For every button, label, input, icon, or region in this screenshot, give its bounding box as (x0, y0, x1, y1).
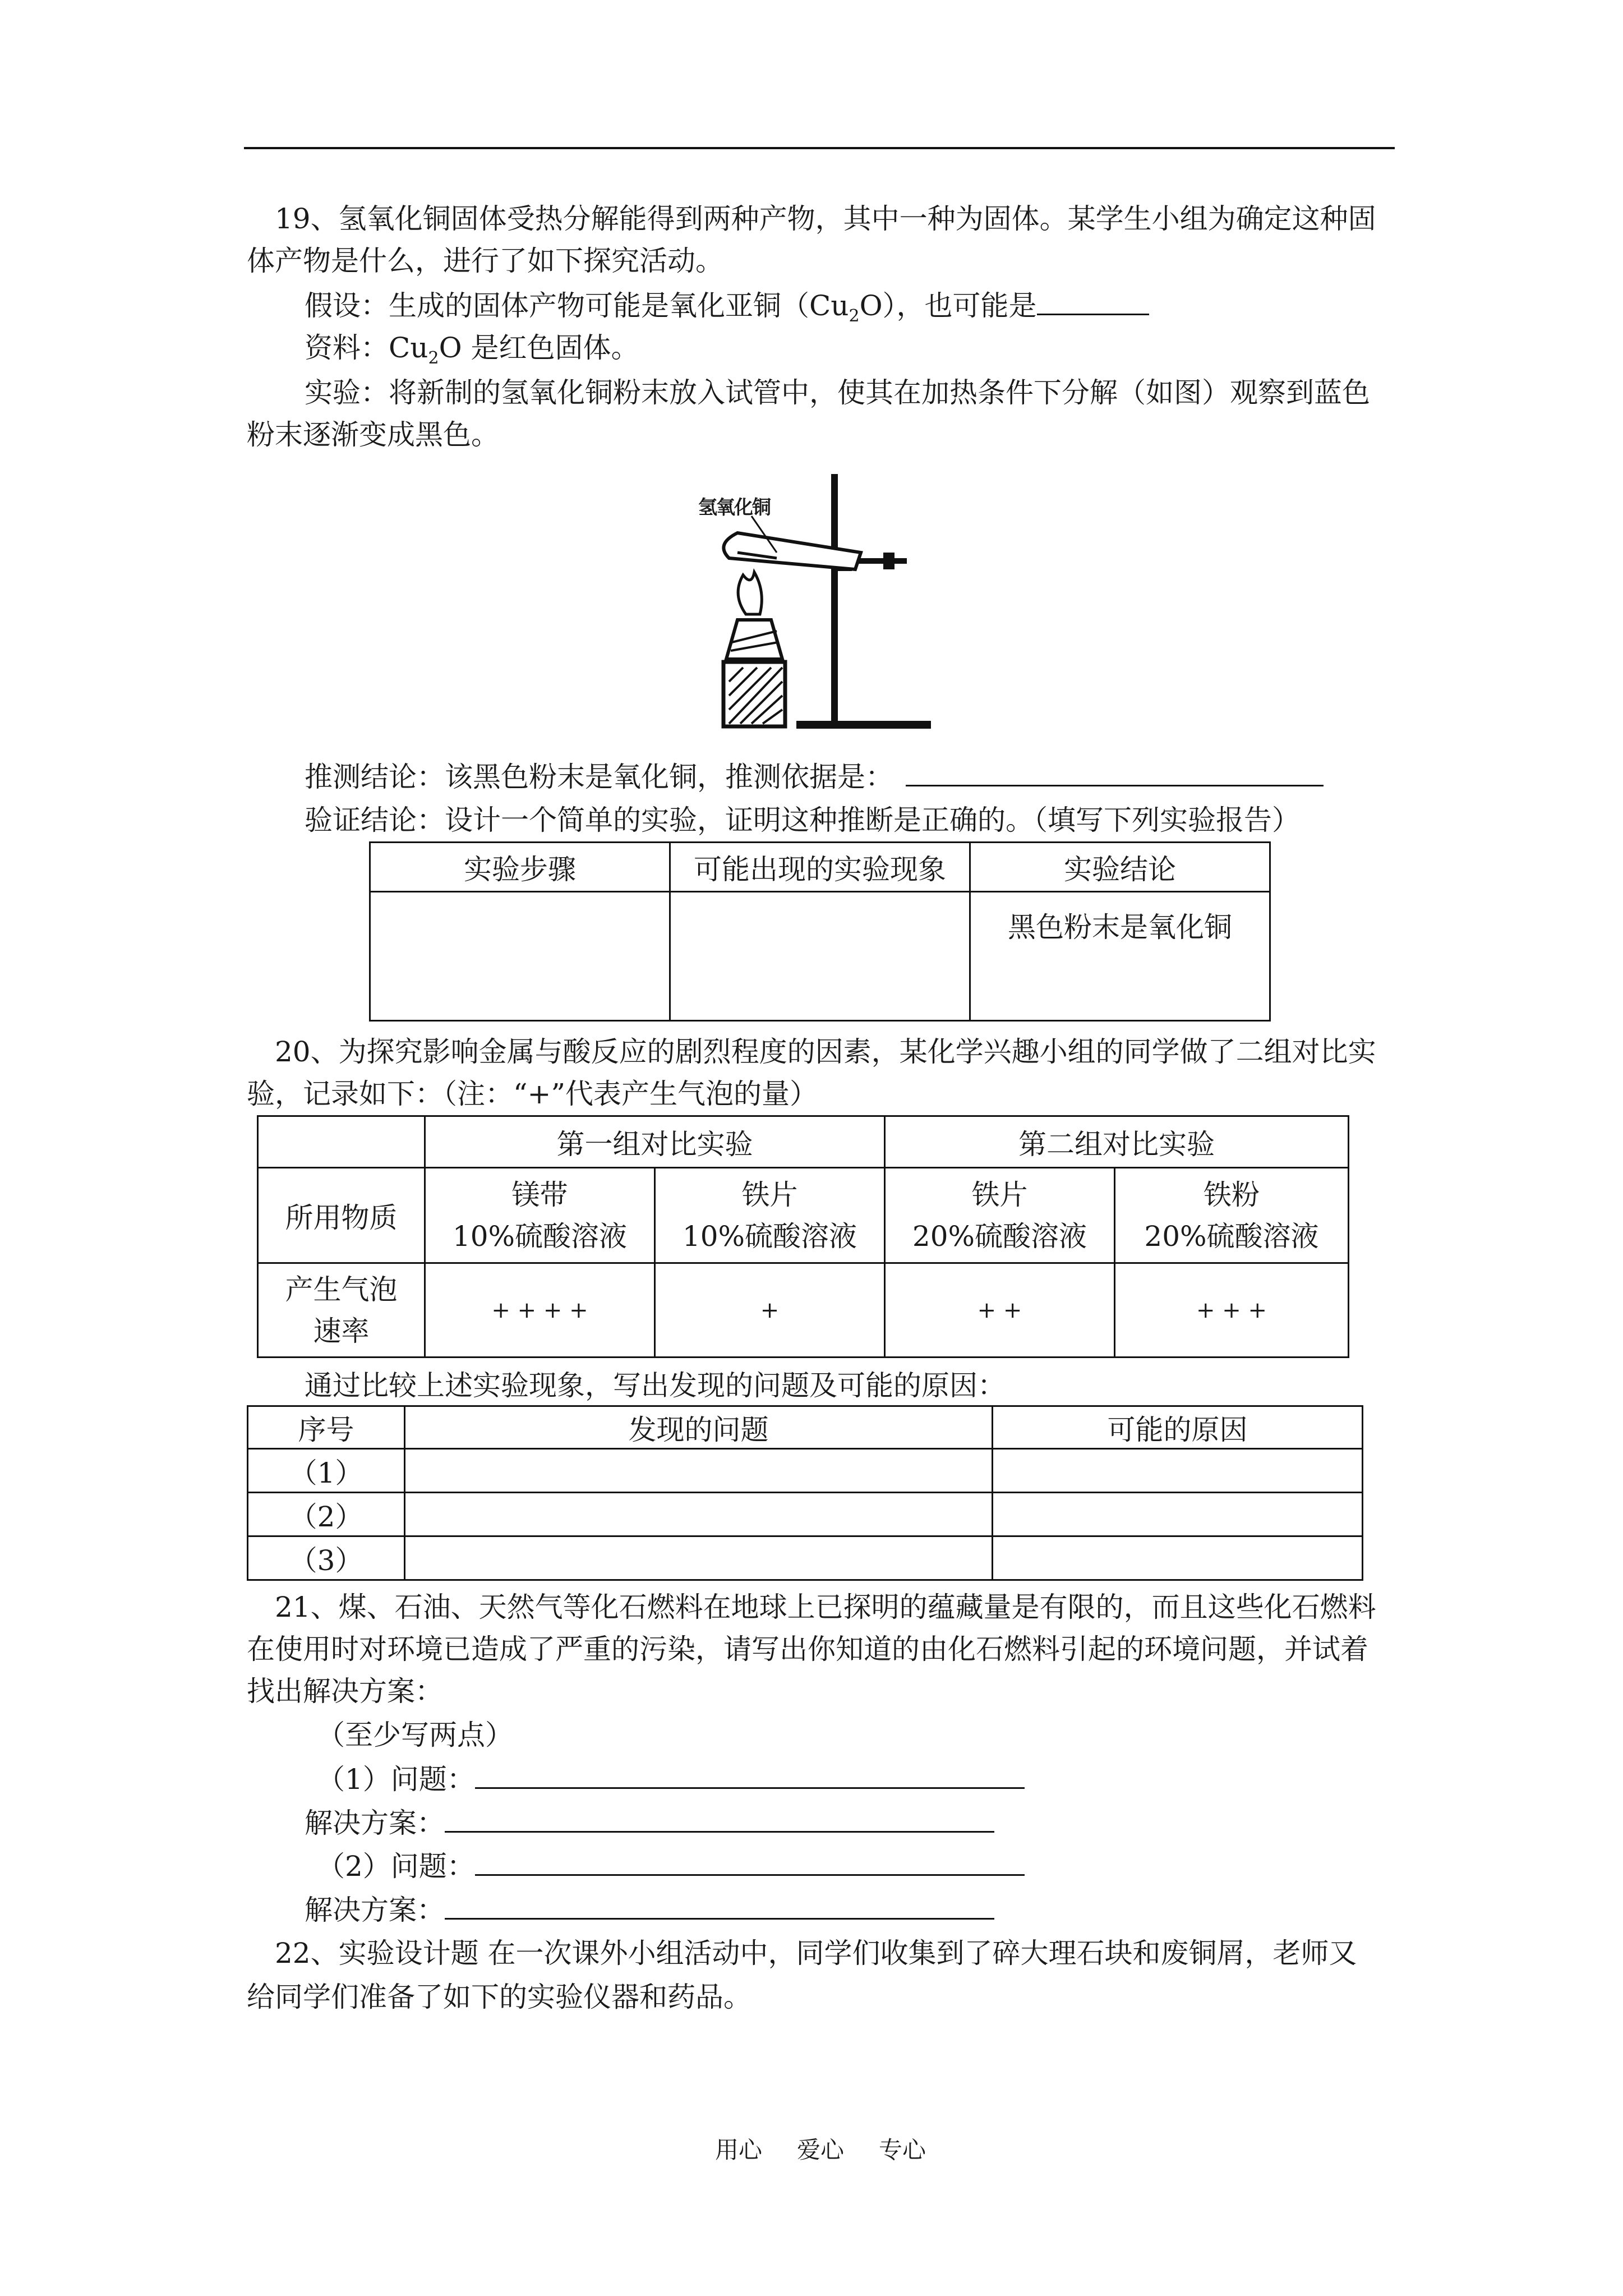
q21-solution-1 (305, 1806, 994, 1840)
q19-hypothesis-answer-blank[interactable] (1037, 289, 1149, 315)
experiment-report-table (369, 841, 1271, 1022)
q21-solution-2 (305, 1893, 994, 1927)
q19-hypothesis (305, 289, 1149, 326)
q21-solution-1-blank[interactable] (445, 1806, 994, 1833)
material-metal: 铁片 (971, 1178, 1028, 1211)
findings-reason-cell[interactable] (993, 1493, 1363, 1536)
q21-problem-1-blank[interactable] (475, 1763, 1025, 1789)
q21-solution-1-label: 解决方案： (305, 1807, 445, 1839)
group-1-header: 第一组对比实验 (425, 1116, 885, 1168)
material-acid: 10%硫酸溶液 (682, 1220, 857, 1253)
figure-label-copper-hydroxide: 氢氧化铜 (698, 496, 770, 519)
report-header-row (370, 843, 1270, 892)
q19-hypothesis-text-b: O），也可能是 (859, 289, 1037, 322)
footer-word: 用心 (715, 2136, 763, 2164)
findings-table (247, 1405, 1363, 1581)
q19-info-subscript: 2 (428, 348, 439, 368)
group-2-header: 第二组对比实验 (885, 1116, 1349, 1168)
footer-word: 爱心 (797, 2136, 845, 2164)
findings-problem-cell[interactable] (405, 1449, 993, 1493)
findings-problem-cell[interactable] (405, 1493, 993, 1536)
q19-intro-line-2: 体产物是什么，进行了如下探究活动。 (247, 245, 723, 277)
material-acid: 10%硫酸溶液 (452, 1220, 628, 1253)
group-header-row (258, 1116, 1349, 1168)
q21-problem-2-label: （2）问题： (317, 1850, 475, 1883)
material-cell (885, 1168, 1115, 1263)
q19-verify-text: 验证结论：设计一个简单的实验，证明这种推断是正确的。（填写下列实验报告） (305, 804, 1300, 836)
q21-solution-2-label: 解决方案： (305, 1894, 445, 1926)
findings-row-index: （1） (248, 1449, 405, 1493)
page-footer (715, 2132, 961, 2165)
bubble-rate-cell: + + (885, 1263, 1115, 1358)
q21-intro-line-2: 在使用时对环境已造成了严重的污染，请写出你知道的由化石燃料引起的环境问题，并试着 (247, 1633, 1368, 1665)
q19-hypothesis-subscript: 2 (849, 306, 860, 326)
report-header-phenomena: 可能出现的实验现象 (670, 843, 970, 892)
q21-solution-2-blank[interactable] (445, 1893, 994, 1920)
header-rule (244, 147, 1395, 149)
material-acid: 20%硫酸溶液 (1144, 1220, 1319, 1253)
q19-experiment-line-1: 实验：将新制的氢氧化铜粉末放入试管中，使其在加热条件下分解（如图）观察到蓝色 (305, 376, 1370, 409)
q21-problem-2 (317, 1849, 1025, 1883)
findings-row (248, 1493, 1363, 1536)
report-steps-cell[interactable] (370, 892, 670, 1021)
report-header-conclusion: 实验结论 (970, 843, 1270, 892)
findings-header-index: 序号 (248, 1406, 405, 1449)
findings-header-problem: 发现的问题 (405, 1406, 993, 1449)
q19-inference-answer-blank[interactable] (906, 760, 1324, 786)
report-answer-row (370, 892, 1270, 1021)
q22-intro-line-2: 给同学们准备了如下的实验仪器和药品。 (247, 1981, 751, 2013)
material-metal: 铁粉 (1204, 1178, 1260, 1211)
q21-problem-1 (317, 1763, 1025, 1796)
q19-intro-line-1: 19、氢氧化铜固体受热分解能得到两种产物，其中一种为固体。某学生小组为确定这种固 (275, 203, 1376, 235)
bubble-rate-row (258, 1263, 1349, 1358)
material-metal: 铁片 (741, 1178, 798, 1211)
q19-info-text-a: 资料：Cu (305, 332, 428, 364)
comparison-experiment-table (257, 1115, 1349, 1358)
q21-note: （至少写两点） (317, 1719, 513, 1751)
q19-experiment-line-2: 粉末逐渐变成黑色。 (247, 418, 499, 451)
bubble-rate-row-label (258, 1263, 425, 1358)
q19-hypothesis-text-a: 假设：生成的固体产物可能是氧化亚铜（Cu (305, 289, 849, 322)
findings-row (248, 1449, 1363, 1493)
material-cell (655, 1168, 885, 1263)
q20-compare-text: 通过比较上述实验现象，写出发现的问题及可能的原因： (305, 1369, 1006, 1402)
bubble-rate-cell: + + + + (425, 1263, 655, 1358)
q21-intro-line-1: 21、煤、石油、天然气等化石燃料在地球上已探明的蕴藏量是有限的，而且这些化石燃料 (275, 1591, 1376, 1623)
report-phenomena-cell[interactable] (670, 892, 970, 1021)
q19-info (305, 331, 639, 368)
q19-inference-text: 推测结论：该黑色粉末是氧化铜，推测依据是： (305, 761, 893, 793)
findings-problem-cell[interactable] (405, 1536, 993, 1580)
findings-header-reason: 可能的原因 (993, 1406, 1363, 1449)
findings-reason-cell[interactable] (993, 1536, 1363, 1580)
footer-word: 专心 (879, 2136, 926, 2164)
q22-intro-line-1: 22、实验设计题 在一次课外小组活动中，同学们收集到了碎大理石块和废铜屑，老师又 (275, 1937, 1357, 1970)
material-cell (425, 1168, 655, 1263)
findings-row (248, 1536, 1363, 1580)
corner-cell (258, 1116, 425, 1168)
materials-row-label: 所用物质 (258, 1168, 425, 1263)
materials-row (258, 1168, 1349, 1263)
q21-intro-line-3: 找出解决方案： (247, 1675, 443, 1708)
q21-problem-1-label: （1）问题： (317, 1763, 475, 1796)
report-header-steps: 实验步骤 (370, 843, 670, 892)
findings-row-index: （2） (248, 1493, 405, 1536)
bubble-rate-label-line-2: 速率 (313, 1314, 370, 1347)
q19-info-text-b: O 是红色固体。 (439, 332, 639, 364)
findings-row-index: （3） (248, 1536, 405, 1580)
q20-intro-line-2: 验，记录如下：（注：“+”代表产生气泡的量） (247, 1078, 818, 1110)
bubble-rate-cell: + + + (1115, 1263, 1349, 1358)
material-cell (1115, 1168, 1349, 1263)
q20-intro-line-1: 20、为探究影响金属与酸反应的剧烈程度的因素，某化学兴趣小组的同学做了二组对比实 (275, 1036, 1376, 1068)
q21-problem-2-blank[interactable] (475, 1849, 1025, 1876)
q19-inference (305, 760, 1324, 794)
bubble-rate-cell: + (655, 1263, 885, 1358)
bubble-rate-label-line-1: 产生气泡 (285, 1273, 398, 1306)
findings-reason-cell[interactable] (993, 1449, 1363, 1493)
material-metal: 镁带 (511, 1178, 568, 1211)
findings-header-row (248, 1406, 1363, 1449)
report-conclusion-cell: 黑色粉末是氧化铜 (970, 892, 1270, 1021)
material-acid: 20%硫酸溶液 (912, 1220, 1087, 1253)
heating-apparatus-figure (698, 474, 945, 738)
